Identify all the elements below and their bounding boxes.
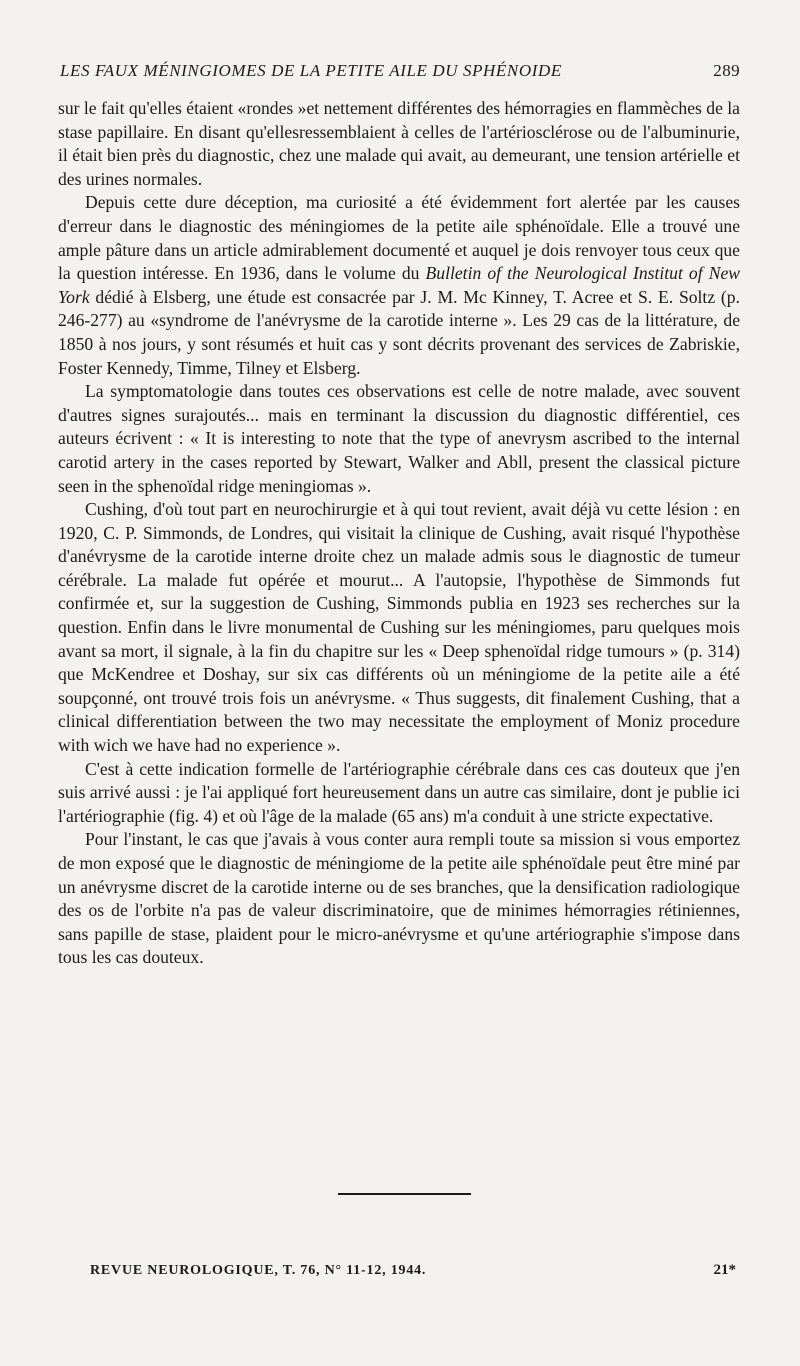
page-footer bbox=[90, 1262, 736, 1284]
paragraph-1: sur le fait qu'elles étaient «rondes »et nettement différentes des hémorragies en flammèches de la stase papillaire. En disant qu'ellesressemblaient à celles de l'artériosclérose ou de l'albuminurie, il était bien près du diagnostic, chez une malade qui avait, au demeurant, une tension artérielle et des urines normales. bbox=[58, 98, 740, 189]
paragraph-3: La symptomatologie dans toutes ces observations est celle de notre malade, avec souvent d'autres signes surajoutés... mais en terminant la discussion du diagnostic différentiel, ces auteurs écrivent : « It is interesting to note that the type of anevrysm ascribed to the internal carotid artery in the cases reported by Stewart, Walker and Abll, present the classical picture seen in the sphenoïdal ridge meningiomas ». bbox=[58, 381, 740, 496]
paragraph-2-part-1: Depuis cette dure déception, ma curiosité a été évidemment fort alertée par les causes d'erreur dans le diagnostic des méningiomes de la petite aile sphénoïdale. Elle a trouvé une ample pâture dans un article admirablement documenté et auquel je dois renvoyer tous ceux que la question intéresse. En 1936, dans le volume du bbox=[58, 192, 740, 284]
article-body bbox=[58, 97, 740, 970]
paragraph-2 bbox=[58, 191, 740, 380]
paragraph-5: C'est à cette indication formelle de l'artériographie cérébrale dans ces cas douteux que j'en suis arrivé aussi : je l'ai appliqué fort heureusement dans un autre cas similaire, dont je publie ici l'artériographie (fig. 4) et où l'âge de la malade (65 ans) m'a conduit à une stricte expectative. bbox=[58, 758, 740, 826]
journal-citation: REVUE NEUROLOGIQUE, T. 76, N° 11-12, 1944. bbox=[90, 1263, 427, 1278]
paragraph-6: Pour l'instant, le cas que j'avais à vous conter aura rempli toute sa mission si vous emportez de mon exposé que le diagnostic de méningiome de la petite aile sphénoïdale peut être miné par un anévrysme discret de la carotide interne ou de ses branches, que la densification radiologique des os de l'orbite n'a pas de valeur discriminatoire, que de minimes hémorragies rétiniennes, sans papille de stase, plaident pour le micro-anévrysme et qu'une artériographie s'impose dans tous les cas douteux. bbox=[58, 829, 740, 968]
journal-title-italic: Bulletin of the Neurological Institut of New York bbox=[58, 263, 740, 307]
running-head bbox=[60, 61, 740, 85]
page-number: 289 bbox=[713, 61, 740, 80]
running-title: LES FAUX MÉNINGIOMES DE LA PETITE AILE DU SPHÉNOIDE bbox=[60, 61, 562, 80]
signature-mark: 21* bbox=[713, 1262, 736, 1278]
section-divider bbox=[338, 1193, 471, 1195]
paragraph-2-part-2: dédié à Elsberg, une étude est consacrée par J. M. Mc Kinney, T. Acree et S. E. Soltz (p. 246-277) au «syndrome de l'anévrysme de la carotide interne ». Les 29 cas de la littérature, de 1850 à nos jours, y sont résumés et huit cas y sont décrits provenant des services de Zabriskie, Foster Kennedy, Timme, Tilney et Elsberg. bbox=[58, 286, 740, 378]
paragraph-4: Cushing, d'où tout part en neurochirurgie et à qui tout revient, avait déjà vu cette lésion : en 1920, C. P. Simmonds, de Londres, qui visitait la clinique de Cushing, avait risqué l'hypothèse d'anévrysme de la carotide interne droite chez un malade admis sous le diagnostic de tumeur cérébrale. La malade fut opérée et mourut... A l'autopsie, l'hypothèse de Simmonds fut confirmée et, sur la suggestion de Cushing, Simmonds publia en 1923 ses recherches sur la question. Enfin dans le livre monumental de Cushing sur les méningiomes, paru quelques mois avant sa mort, il signale, à la fin du chapitre sur les « Deep sphenoïdal ridge tumours » (p. 314) que McKendree et Doshay, sur six cas différents où un méningiome de la petite aile a été soupçonné, ont trouvé trois fois un anévrysme. « Thus suggests, dit finalement Cushing, that a clinical differentiation between the two may necessitate the employment of Moniz procedure with wich we have had no experience ». bbox=[58, 499, 740, 756]
